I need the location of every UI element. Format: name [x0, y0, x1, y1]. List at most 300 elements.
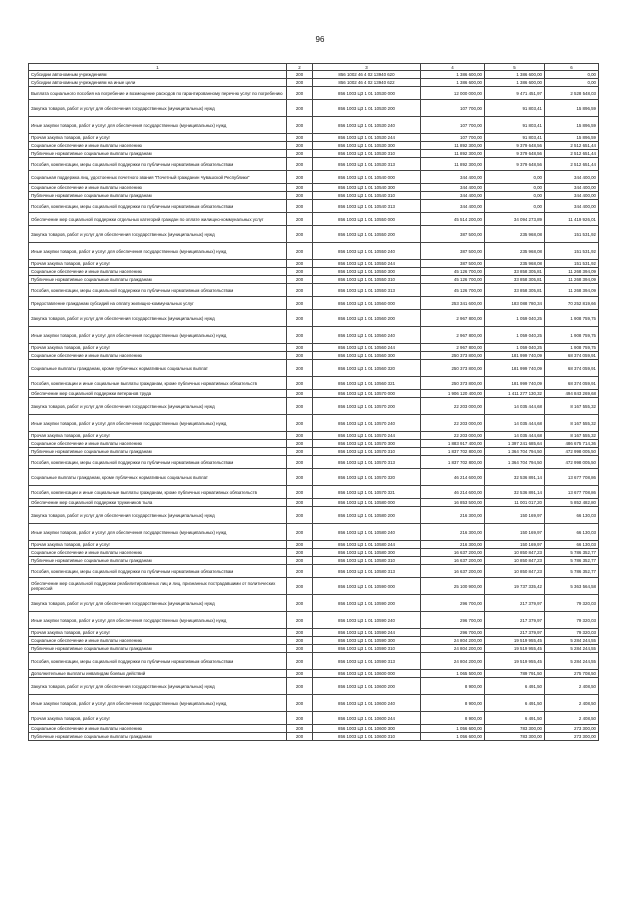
approved-amount-cell: 216 300,00: [421, 524, 485, 541]
budget-table: [28, 63, 599, 741]
row-code-cell: 200: [287, 243, 313, 260]
approved-amount-cell: 2 967 800,00: [421, 310, 485, 327]
table-row: [29, 398, 599, 415]
row-code-cell: 200: [287, 142, 313, 150]
row-name-cell: Публичные нормативные социальные выплаты гражданам: [29, 733, 287, 741]
approved-amount-cell: 344 400,00: [421, 171, 485, 184]
approved-amount-cell: 250 373 800,00: [421, 377, 485, 390]
row-name-cell: Социальные выплаты гражданам, кроме публичных нормативных социальных выплат: [29, 469, 287, 486]
remaining-amount-cell: 5 284 244,55: [545, 637, 599, 645]
approved-amount-cell: 8 900,00: [421, 712, 485, 725]
table-row: [29, 192, 599, 200]
remaining-amount-cell: 2 528 548,03: [545, 87, 599, 100]
executed-amount-cell: 33 858 305,81: [485, 268, 545, 276]
approved-amount-cell: 1 065 500,00: [421, 670, 485, 678]
remaining-amount-cell: 344 400,00: [545, 184, 599, 192]
row-kbk-cell: 856 1003 Ц3 1 01 10560 200: [313, 310, 421, 327]
table-row: [29, 578, 599, 595]
row-kbk-cell: 856 1003 Ц3 1 01 10600 240: [313, 695, 421, 712]
approved-amount-cell: 1 837 702 800,00: [421, 448, 485, 456]
table-row: [29, 310, 599, 327]
row-code-cell: 200: [287, 184, 313, 192]
table-row: [29, 557, 599, 565]
row-code-cell: 200: [287, 725, 313, 733]
row-kbk-cell: 856 1003 Ц3 1 01 10550 244: [313, 260, 421, 268]
approved-amount-cell: 387 500,00: [421, 243, 485, 260]
remaining-amount-cell: 8 167 555,32: [545, 432, 599, 440]
row-code-cell: 200: [287, 327, 313, 344]
row-name-cell: Публичные нормативные социальные выплаты гражданам: [29, 645, 287, 653]
row-name-cell: Субсидии автономным учреждениям: [29, 71, 287, 79]
row-code-cell: 200: [287, 653, 313, 670]
executed-amount-cell: 91 803,41: [485, 117, 545, 134]
table-row: [29, 226, 599, 243]
table-row: [29, 268, 599, 276]
executed-amount-cell: 217 379,97: [485, 629, 545, 637]
executed-amount-cell: 11 001 017,20: [485, 499, 545, 507]
table-row: [29, 725, 599, 733]
approved-amount-cell: 45 126 700,00: [421, 284, 485, 297]
row-kbk-cell: 856 1003 Ц3 1 01 10570 240: [313, 415, 421, 432]
row-code-cell: 200: [287, 213, 313, 226]
approved-amount-cell: 12 000 000,00: [421, 87, 485, 100]
executed-amount-cell: 181 999 740,09: [485, 352, 545, 360]
column-header: 6: [545, 64, 599, 71]
remaining-amount-cell: 151 531,92: [545, 243, 599, 260]
remaining-amount-cell: 2 512 651,44: [545, 150, 599, 158]
approved-amount-cell: 16 853 500,00: [421, 499, 485, 507]
row-code-cell: 200: [287, 79, 313, 87]
approved-amount-cell: 107 700,00: [421, 100, 485, 117]
executed-amount-cell: 217 379,97: [485, 595, 545, 612]
row-name-cell: Иные закупки товаров, работ и услуг для обеспечения государственных (муниципальных) нужд: [29, 695, 287, 712]
executed-amount-cell: 1 411 277 130,32: [485, 390, 545, 398]
row-code-cell: 200: [287, 87, 313, 100]
row-code-cell: 200: [287, 733, 313, 741]
row-kbk-cell: 856 1003 Ц3 1 01 10550 200: [313, 226, 421, 243]
executed-amount-cell: 6 491,50: [485, 712, 545, 725]
remaining-amount-cell: 151 531,92: [545, 260, 599, 268]
executed-amount-cell: 32 536 891,14: [485, 486, 545, 499]
row-name-cell: Пособия, компенсации, меры социальной поддержки по публичным нормативным обязательствам: [29, 200, 287, 213]
remaining-amount-cell: 13 677 708,86: [545, 486, 599, 499]
remaining-amount-cell: 344 400,00: [545, 192, 599, 200]
row-code-cell: 200: [287, 352, 313, 360]
row-kbk-cell: 856 1003 Ц3 1 01 10530 244: [313, 134, 421, 142]
remaining-amount-cell: 494 843 269,68: [545, 390, 599, 398]
table-row: [29, 678, 599, 695]
table-row: [29, 653, 599, 670]
remaining-amount-cell: 5 786 352,77: [545, 557, 599, 565]
row-name-cell: Социальное обеспечение и иные выплаты населению: [29, 725, 287, 733]
row-name-cell: Прочая закупка товаров, работ и услуг: [29, 344, 287, 352]
row-name-cell: Пособия, компенсации и иные социальные выплаты гражданам, кроме публичных нормативных обязательств: [29, 377, 287, 390]
remaining-amount-cell: 68 374 059,91: [545, 377, 599, 390]
row-kbk-cell: 856 1003 Ц3 1 01 10550 000: [313, 213, 421, 226]
row-name-cell: Публичные нормативные социальные выплаты гражданам: [29, 557, 287, 565]
approved-amount-cell: 16 637 200,00: [421, 549, 485, 557]
approved-amount-cell: 387 500,00: [421, 260, 485, 268]
row-name-cell: Прочая закупка товаров, работ и услуг: [29, 541, 287, 549]
table-row: [29, 117, 599, 134]
row-kbk-cell: 856 1003 Ц3 1 01 10570 321: [313, 486, 421, 499]
table-row: [29, 360, 599, 377]
remaining-amount-cell: 344 400,00: [545, 171, 599, 184]
remaining-amount-cell: 5 363 564,58: [545, 578, 599, 595]
row-code-cell: 200: [287, 595, 313, 612]
row-code-cell: 200: [287, 260, 313, 268]
table-row: [29, 352, 599, 360]
row-kbk-cell: 856 1003 Ц3 1 01 10530 000: [313, 87, 421, 100]
row-kbk-cell: 856 1003 Ц3 1 01 10590 240: [313, 612, 421, 629]
row-name-cell: Закупка товаров, работ и услуг для обеспечения государственных (муниципальных) нужд: [29, 678, 287, 695]
remaining-amount-cell: 486 675 714,36: [545, 440, 599, 448]
executed-amount-cell: 789 791,50: [485, 670, 545, 678]
executed-amount-cell: 9 379 648,56: [485, 150, 545, 158]
row-kbk-cell: 856 1003 Ц3 1 01 10580 244: [313, 541, 421, 549]
table-row: [29, 276, 599, 284]
executed-amount-cell: 14 035 444,68: [485, 432, 545, 440]
row-kbk-cell: 856 1003 Ц3 1 01 10540 000: [313, 171, 421, 184]
row-code-cell: 200: [287, 524, 313, 541]
row-kbk-cell: 856 1003 Ц3 1 01 10600 244: [313, 712, 421, 725]
table-row: [29, 541, 599, 549]
remaining-amount-cell: 5 852 482,80: [545, 499, 599, 507]
row-code-cell: 200: [287, 171, 313, 184]
row-name-cell: Обеспечение мер социальной поддержки реабилитированных лиц и лиц, признанных пострадавшими от политических репрессий: [29, 578, 287, 595]
approved-amount-cell: 1 906 120 400,00: [421, 390, 485, 398]
table-row: [29, 595, 599, 612]
remaining-amount-cell: 1 908 759,75: [545, 327, 599, 344]
table-row: [29, 200, 599, 213]
table-row: [29, 79, 599, 87]
approved-amount-cell: 216 300,00: [421, 541, 485, 549]
approved-amount-cell: 2 967 800,00: [421, 344, 485, 352]
row-kbk-cell: 856 1003 Ц3 1 01 10550 300: [313, 268, 421, 276]
remaining-amount-cell: 0,00: [545, 79, 599, 87]
table-row: [29, 456, 599, 469]
row-code-cell: 200: [287, 670, 313, 678]
remaining-amount-cell: 15 896,59: [545, 134, 599, 142]
row-code-cell: 200: [287, 440, 313, 448]
row-kbk-cell: 856 1003 Ц3 1 01 10570 320: [313, 469, 421, 486]
executed-amount-cell: 10 850 847,23: [485, 557, 545, 565]
row-kbk-cell: 856 1002 46 4 02 13940 620: [313, 71, 421, 79]
remaining-amount-cell: 5 786 352,77: [545, 549, 599, 557]
executed-amount-cell: 783 300,00: [485, 725, 545, 733]
executed-amount-cell: 0,00: [485, 200, 545, 213]
row-kbk-cell: 856 1003 Ц3 1 01 10530 240: [313, 117, 421, 134]
approved-amount-cell: 253 341 600,00: [421, 297, 485, 310]
column-header: 4: [421, 64, 485, 71]
executed-amount-cell: 14 035 444,68: [485, 415, 545, 432]
approved-amount-cell: 107 700,00: [421, 134, 485, 142]
approved-amount-cell: 1 386 600,00: [421, 71, 485, 79]
table-row: [29, 670, 599, 678]
column-header: 5: [485, 64, 545, 71]
table-row: [29, 629, 599, 637]
row-name-cell: Обеспечение мер социальной поддержки тружеников тыла: [29, 499, 287, 507]
row-code-cell: 200: [287, 297, 313, 310]
table-row: [29, 448, 599, 456]
approved-amount-cell: 250 373 800,00: [421, 352, 485, 360]
remaining-amount-cell: 2 512 651,44: [545, 142, 599, 150]
row-code-cell: 200: [287, 268, 313, 276]
row-code-cell: 200: [287, 629, 313, 637]
row-kbk-cell: 856 1003 Ц3 1 01 10600 310: [313, 733, 421, 741]
row-name-cell: Выплата социального пособия на погребение и возмещение расходов по гарантированному перечню услуг по погребению: [29, 87, 287, 100]
remaining-amount-cell: 1 908 759,75: [545, 310, 599, 327]
row-name-cell: Пособия, компенсации, меры социальной поддержки по публичным нормативным обязательствам: [29, 653, 287, 670]
executed-amount-cell: 9 471 451,97: [485, 87, 545, 100]
remaining-amount-cell: 13 677 708,86: [545, 469, 599, 486]
row-name-cell: Закупка товаров, работ и услуг для обеспечения государственных (муниципальных) нужд: [29, 310, 287, 327]
row-kbk-cell: 856 1003 Ц3 1 01 10600 000: [313, 670, 421, 678]
executed-amount-cell: 91 803,41: [485, 100, 545, 117]
approved-amount-cell: 45 514 200,00: [421, 213, 485, 226]
executed-amount-cell: 33 858 305,81: [485, 284, 545, 297]
row-name-cell: Пособия, компенсации, меры социальной поддержки по публичным нормативным обязательствам: [29, 158, 287, 171]
approved-amount-cell: 107 700,00: [421, 117, 485, 134]
column-header: 1: [29, 64, 287, 71]
executed-amount-cell: 783 300,00: [485, 733, 545, 741]
table-row: [29, 284, 599, 297]
approved-amount-cell: 296 700,00: [421, 595, 485, 612]
row-code-cell: 200: [287, 578, 313, 595]
table-row: [29, 171, 599, 184]
row-kbk-cell: 856 1003 Ц3 1 01 10580 313: [313, 565, 421, 578]
row-code-cell: 200: [287, 486, 313, 499]
row-code-cell: 200: [287, 469, 313, 486]
remaining-amount-cell: 5 786 352,77: [545, 565, 599, 578]
table-row: [29, 260, 599, 268]
approved-amount-cell: 1 883 917 400,00: [421, 440, 485, 448]
executed-amount-cell: 0,00: [485, 171, 545, 184]
row-code-cell: 200: [287, 637, 313, 645]
row-name-cell: Публичные нормативные социальные выплаты гражданам: [29, 276, 287, 284]
row-name-cell: Социальное обеспечение и иные выплаты населению: [29, 142, 287, 150]
approved-amount-cell: 22 203 000,00: [421, 398, 485, 415]
approved-amount-cell: 24 804 200,00: [421, 637, 485, 645]
row-kbk-cell: 856 1003 Ц3 1 01 10530 300: [313, 142, 421, 150]
approved-amount-cell: 16 637 200,00: [421, 557, 485, 565]
executed-amount-cell: 1 059 040,25: [485, 344, 545, 352]
row-kbk-cell: 856 1003 Ц3 1 01 10570 244: [313, 432, 421, 440]
row-name-cell: Пособия, компенсации, меры социальной поддержки по публичным нормативным обязательствам: [29, 565, 287, 578]
table-row: [29, 142, 599, 150]
row-name-cell: Публичные нормативные социальные выплаты гражданам: [29, 150, 287, 158]
executed-amount-cell: 19 737 335,42: [485, 578, 545, 595]
approved-amount-cell: 11 892 300,00: [421, 150, 485, 158]
table-row: [29, 243, 599, 260]
row-kbk-cell: 856 1003 Ц3 1 01 10580 300: [313, 549, 421, 557]
table-row: [29, 213, 599, 226]
row-kbk-cell: 856 1003 Ц3 1 01 10590 244: [313, 629, 421, 637]
approved-amount-cell: 344 400,00: [421, 192, 485, 200]
executed-amount-cell: 183 088 780,34: [485, 297, 545, 310]
row-kbk-cell: 856 1003 Ц3 1 01 10540 313: [313, 200, 421, 213]
row-kbk-cell: 856 1003 Ц3 1 01 10590 310: [313, 645, 421, 653]
row-code-cell: 200: [287, 192, 313, 200]
table-row: [29, 87, 599, 100]
row-code-cell: 200: [287, 448, 313, 456]
table-body: [29, 71, 599, 741]
table-row: [29, 486, 599, 499]
executed-amount-cell: 150 169,97: [485, 507, 545, 524]
executed-amount-cell: 0,00: [485, 184, 545, 192]
approved-amount-cell: 25 100 900,00: [421, 578, 485, 595]
row-code-cell: 200: [287, 344, 313, 352]
executed-amount-cell: 150 169,97: [485, 541, 545, 549]
table-row: [29, 415, 599, 432]
row-code-cell: 200: [287, 712, 313, 725]
approved-amount-cell: 24 804 200,00: [421, 645, 485, 653]
remaining-amount-cell: 66 130,03: [545, 541, 599, 549]
table-row: [29, 712, 599, 725]
row-kbk-cell: 856 1003 Ц3 1 01 10570 313: [313, 456, 421, 469]
row-kbk-cell: 856 1003 Ц3 1 01 10560 300: [313, 352, 421, 360]
remaining-amount-cell: 66 130,03: [545, 507, 599, 524]
row-kbk-cell: 856 1003 Ц3 1 01 10580 310: [313, 557, 421, 565]
approved-amount-cell: 250 373 800,00: [421, 360, 485, 377]
remaining-amount-cell: 344 400,00: [545, 200, 599, 213]
executed-amount-cell: 235 968,08: [485, 243, 545, 260]
row-code-cell: 200: [287, 398, 313, 415]
executed-amount-cell: 9 379 648,56: [485, 142, 545, 150]
executed-amount-cell: 10 850 847,23: [485, 565, 545, 578]
row-code-cell: 200: [287, 415, 313, 432]
row-name-cell: Иные закупки товаров, работ и услуг для обеспечения государственных (муниципальных) нужд: [29, 243, 287, 260]
row-code-cell: 200: [287, 117, 313, 134]
remaining-amount-cell: 2 408,50: [545, 695, 599, 712]
executed-amount-cell: 1 059 040,25: [485, 310, 545, 327]
row-code-cell: 200: [287, 158, 313, 171]
approved-amount-cell: 8 900,00: [421, 678, 485, 695]
row-name-cell: Социальное обеспечение и иные выплаты населению: [29, 440, 287, 448]
table-row: [29, 507, 599, 524]
table-row: [29, 71, 599, 79]
executed-amount-cell: 181 999 740,09: [485, 377, 545, 390]
row-kbk-cell: 856 1003 Ц3 1 01 10570 200: [313, 398, 421, 415]
row-name-cell: Субсидии автономным учреждениям на иные цели: [29, 79, 287, 87]
row-name-cell: Закупка товаров, работ и услуг для обеспечения государственных (муниципальных) нужд: [29, 226, 287, 243]
row-name-cell: Закупка товаров, работ и услуг для обеспечения государственных (муниципальных) нужд: [29, 595, 287, 612]
row-code-cell: 200: [287, 284, 313, 297]
row-code-cell: 200: [287, 100, 313, 117]
row-name-cell: Иные закупки товаров, работ и услуг для обеспечения государственных (муниципальных) нужд: [29, 117, 287, 134]
approved-amount-cell: 296 700,00: [421, 612, 485, 629]
approved-amount-cell: 296 700,00: [421, 629, 485, 637]
row-kbk-cell: 856 1003 Ц3 1 01 10530 310: [313, 150, 421, 158]
table-row: [29, 565, 599, 578]
row-name-cell: Социальное обеспечение и иные выплаты населению: [29, 352, 287, 360]
remaining-amount-cell: 68 374 059,91: [545, 360, 599, 377]
row-code-cell: 200: [287, 678, 313, 695]
approved-amount-cell: 46 214 600,00: [421, 469, 485, 486]
executed-amount-cell: 235 968,08: [485, 226, 545, 243]
row-kbk-cell: 856 1003 Ц3 1 01 10580 200: [313, 507, 421, 524]
row-name-cell: Прочая закупка товаров, работ и услуг: [29, 629, 287, 637]
remaining-amount-cell: 0,00: [545, 71, 599, 79]
executed-amount-cell: 6 491,50: [485, 695, 545, 712]
row-name-cell: Публичные нормативные социальные выплаты гражданам: [29, 192, 287, 200]
executed-amount-cell: 34 094 273,89: [485, 213, 545, 226]
remaining-amount-cell: 11 268 394,09: [545, 268, 599, 276]
approved-amount-cell: 1 056 600,00: [421, 733, 485, 741]
row-kbk-cell: 856 1003 Ц3 1 01 10570 000: [313, 390, 421, 398]
executed-amount-cell: 1 386 600,00: [485, 79, 545, 87]
executed-amount-cell: 235 968,08: [485, 260, 545, 268]
row-name-cell: Социальное обеспечение и иные выплаты населению: [29, 268, 287, 276]
row-name-cell: Публичные нормативные социальные выплаты гражданам: [29, 448, 287, 456]
row-code-cell: 200: [287, 612, 313, 629]
remaining-amount-cell: 70 252 819,66: [545, 297, 599, 310]
row-code-cell: 200: [287, 645, 313, 653]
executed-amount-cell: 1 397 241 685,64: [485, 440, 545, 448]
row-kbk-cell: 856 1003 Ц3 1 01 10560 244: [313, 344, 421, 352]
row-name-cell: Прочая закупка товаров, работ и услуг: [29, 432, 287, 440]
approved-amount-cell: 1 056 600,00: [421, 725, 485, 733]
table-row: [29, 100, 599, 117]
column-header: 2: [287, 64, 313, 71]
row-kbk-cell: 856 1003 Ц3 1 01 10560 321: [313, 377, 421, 390]
executed-amount-cell: 32 536 891,14: [485, 469, 545, 486]
approved-amount-cell: 16 637 200,00: [421, 565, 485, 578]
approved-amount-cell: 2 967 800,00: [421, 327, 485, 344]
row-name-cell: Закупка товаров, работ и услуг для обеспечения государственных (муниципальных) нужд: [29, 100, 287, 117]
row-code-cell: 200: [287, 200, 313, 213]
remaining-amount-cell: 79 320,03: [545, 612, 599, 629]
table-row: [29, 499, 599, 507]
table-row: [29, 344, 599, 352]
column-number-row: [29, 64, 599, 71]
remaining-amount-cell: 11 268 394,09: [545, 284, 599, 297]
executed-amount-cell: 6 491,50: [485, 678, 545, 695]
remaining-amount-cell: 68 374 059,91: [545, 352, 599, 360]
executed-amount-cell: 19 519 955,45: [485, 653, 545, 670]
remaining-amount-cell: 8 167 555,32: [545, 415, 599, 432]
row-code-cell: 200: [287, 310, 313, 327]
row-code-cell: 200: [287, 695, 313, 712]
table-row: [29, 150, 599, 158]
row-code-cell: 200: [287, 541, 313, 549]
approved-amount-cell: 45 126 700,00: [421, 276, 485, 284]
row-name-cell: Пособия, компенсации, меры социальной поддержки по публичным нормативным обязательствам: [29, 456, 287, 469]
row-kbk-cell: 856 1003 Ц3 1 01 10590 200: [313, 595, 421, 612]
executed-amount-cell: 33 858 305,81: [485, 276, 545, 284]
table-row: [29, 297, 599, 310]
remaining-amount-cell: 2 408,50: [545, 678, 599, 695]
row-kbk-cell: 856 1003 Ц3 1 01 10580 000: [313, 499, 421, 507]
row-name-cell: Прочая закупка товаров, работ и услуг: [29, 134, 287, 142]
remaining-amount-cell: 275 708,50: [545, 670, 599, 678]
table-row: [29, 637, 599, 645]
row-code-cell: 200: [287, 549, 313, 557]
row-code-cell: 200: [287, 134, 313, 142]
remaining-amount-cell: 151 531,92: [545, 226, 599, 243]
approved-amount-cell: 344 400,00: [421, 184, 485, 192]
table-row: [29, 184, 599, 192]
remaining-amount-cell: 273 300,00: [545, 733, 599, 741]
remaining-amount-cell: 11 419 926,01: [545, 213, 599, 226]
approved-amount-cell: 45 126 700,00: [421, 268, 485, 276]
executed-amount-cell: 1 386 600,00: [485, 71, 545, 79]
row-kbk-cell: 856 1003 Ц3 1 01 10540 300: [313, 184, 421, 192]
row-kbk-cell: 856 1003 Ц3 1 01 10530 313: [313, 158, 421, 171]
remaining-amount-cell: 1 908 759,75: [545, 344, 599, 352]
row-name-cell: Пособия, компенсации и иные социальные выплаты гражданам, кроме публичных нормативных обязательств: [29, 486, 287, 499]
executed-amount-cell: 91 803,41: [485, 134, 545, 142]
